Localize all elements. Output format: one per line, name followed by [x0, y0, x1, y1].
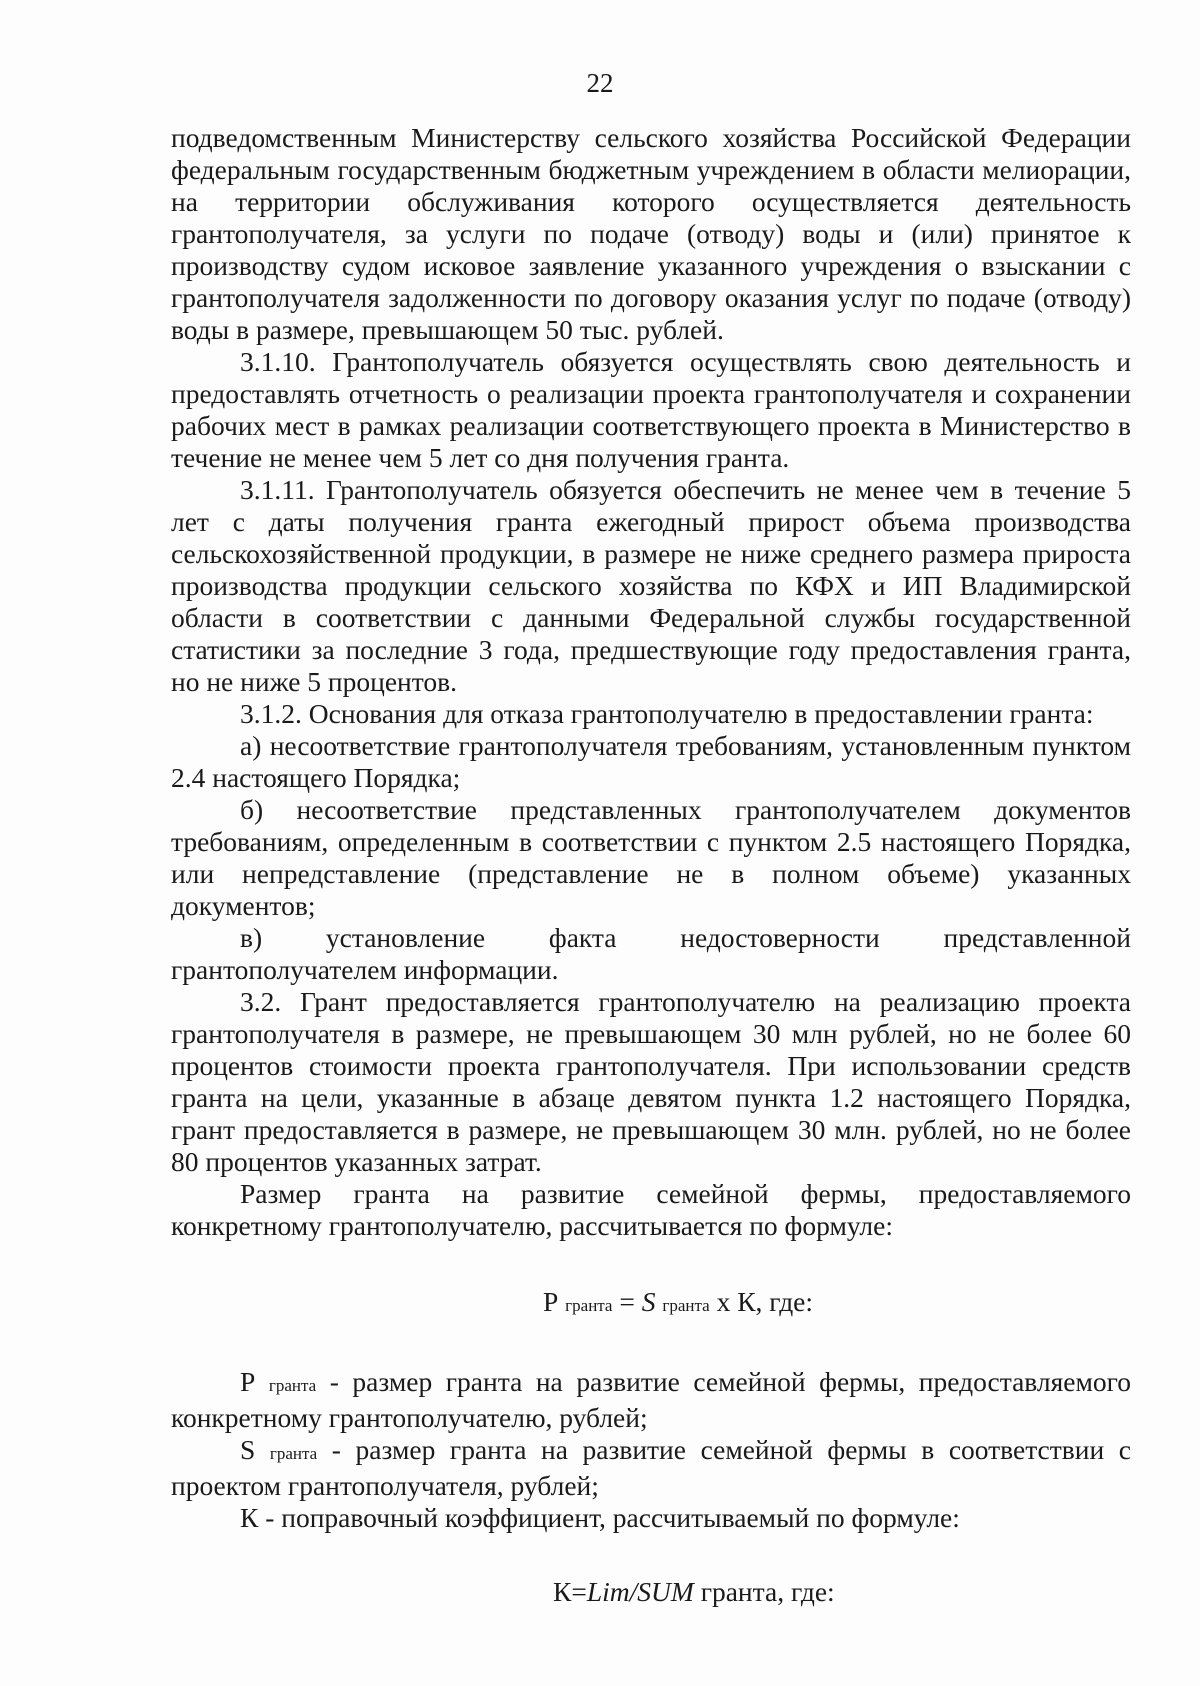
definition-p-text: - размер гранта на развитие семейной фермы, предоставляемого конкретному грантополучателю, рублей; — [171, 1366, 1132, 1433]
document-body — [171, 122, 1131, 1608]
paragraph-3-1-2: 3.1.2. Основания для отказа грантополучателю в предоставлении гранта: — [240, 698, 1094, 729]
definition-p-symbol: Р — [240, 1366, 256, 1397]
definition-p-grant — [171, 1366, 1131, 1434]
formula-equals: = — [612, 1286, 642, 1317]
paragraph-3-1-11: 3.1.11. Грантополучатель обязуется обеспечить не менее чем в течение 5 лет с даты получения гранта ежегодный прирост объема производства сельскохозяйственной продукции, в размере не ниже среднего размера прироста производства продукции сельского хозяйства по КФХ и ИП Владимирской области в соответствии с данными Федеральной службы государственной статистики за последние 3 года, предшествующие году предоставления гранта, но не ниже 5 процентов. — [171, 474, 1131, 697]
coefficient-formula — [171, 1576, 1131, 1608]
grant-formula — [171, 1286, 1131, 1322]
definition-k: К - поправочный коэффициент, рассчитываемый по формуле: — [240, 1502, 960, 1533]
paragraph-3-1-10: 3.1.10. Грантополучатель обязуется осуществлять свою деятельность и предоставлять отчетность о реализации проекта грантополучателя и сохранении рабочих мест в рамках реализации соответствующего проекта в Министерство в течение не менее чем 5 лет со дня получения гранта. — [171, 346, 1131, 473]
list-item-b: б) несоответствие представленных грантополучателем документов требованиям, определенным в соответствии с пунктом 2.5 настоящего Порядка, или непредставление (представление не в полном объеме) указанных документов; — [171, 794, 1131, 921]
definition-s-text: - размер гранта на развитие семейной фермы в соответствии с проектом грантополучателя, рублей; — [171, 1434, 1131, 1501]
formula-s-subscript: гранта — [662, 1296, 710, 1315]
paragraph-3-2: 3.2. Грант предоставляется грантополучателю на реализацию проекта грантополучателя в размере, не превышающем 30 млн рублей, но не более 60 процентов стоимости проекта грантополучателя. При использовании средств гранта на цели, указанные в абзаце девятом пункта 1.2 настоящего Порядка, грант предоставляется в размере, не превышающем 30 млн. рублей, но не более 80 процентов указанных затрат. — [171, 986, 1131, 1177]
formula2-italic: Lim/SUM — [586, 1576, 694, 1607]
formula-rest: х К, где: — [709, 1286, 814, 1317]
list-item-v: в) установление факта недостоверности представленной грантополучателем информации. — [171, 922, 1131, 985]
definition-s-grant — [171, 1434, 1131, 1502]
paragraph-continuation: подведомственным Министерству сельского хозяйства Российской Федерации федеральным государственным бюджетным учреждением в области мелиорации, на территории обслуживания которого осуществляется деятельность грантополучателя, за услуги по подаче (отводу) воды и (или) принятое к производству судом исковое заявление указанного учреждения о взыскании с грантополучателя задолженности по договору оказания услуг по подаче (отводу) воды в размере, превышающем 50 тыс. рублей. — [171, 122, 1131, 345]
formula-s-symbol: S — [641, 1286, 656, 1317]
definition-p-subscript: гранта — [268, 1376, 317, 1395]
formula2-suffix: гранта, где: — [693, 1576, 835, 1607]
formula-p-symbol: Р — [543, 1286, 559, 1317]
paragraph-grant-size-intro: Размер гранта на развитие семейной фермы, предоставляемого конкретному грантополучателю, рассчитывается по формуле: — [171, 1178, 1131, 1241]
formula-p-subscript: гранта — [565, 1296, 613, 1315]
formula2-prefix: К= — [553, 1576, 587, 1607]
page-number: 22 — [586, 68, 614, 98]
definition-s-subscript: гранта — [269, 1444, 318, 1463]
list-item-a: а) несоответствие грантополучателя требованиям, установленным пунктом 2.4 настоящего Порядка; — [171, 730, 1131, 793]
definition-s-symbol: S — [240, 1434, 256, 1465]
